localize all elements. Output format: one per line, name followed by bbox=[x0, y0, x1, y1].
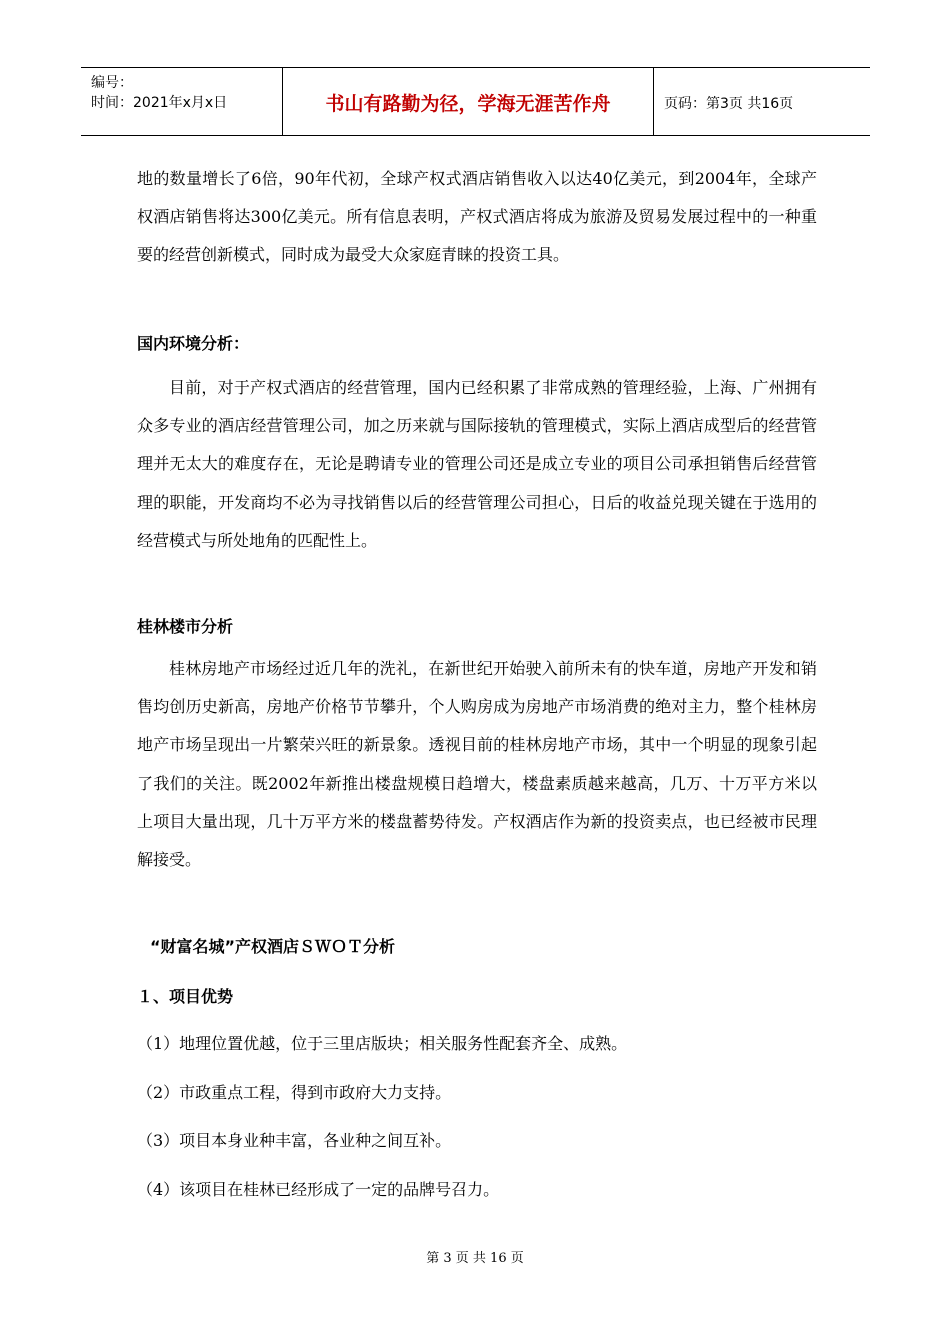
page-header bbox=[81, 67, 870, 136]
header-page-number: 页码：第3页 共16页 bbox=[664, 96, 794, 112]
document-time-label: 时间：2021年x月x日 bbox=[91, 95, 228, 111]
header-middle-cell bbox=[282, 68, 654, 135]
list-item: （2）市政重点工程，得到市政府大力支持。 bbox=[137, 1083, 452, 1102]
document-id-label: 编号： bbox=[91, 75, 133, 91]
page-footer: 第 3 页 共 16 页 bbox=[426, 1251, 524, 1266]
list-item: （4）该项目在桂林已经形成了一定的品牌号召力。 bbox=[137, 1180, 500, 1199]
heading-swot-analysis: “财富名城”产权酒店ＳＷＯＴ分析 bbox=[150, 937, 396, 956]
list-item: （3）项目本身业种丰富，各业种之间互补。 bbox=[137, 1131, 452, 1150]
paragraph-global-market: 地的数量增长了6倍，90年代初，全球产权式酒店销售收入以达40亿美元，到2004年，全球产权酒店销售将达300亿美元。所有信息表明，产权式酒店将成为旅游及贸易发展过程中的一种重要的经营创新模式，同时成为最受大众家庭青睐的投资工具。 bbox=[137, 169, 817, 265]
header-motto: 书山有路勤为径，学海无涯苦作舟 bbox=[325, 93, 611, 115]
list-item: （1）地理位置优越，位于三里店版块；相关服务性配套齐全、成熟。 bbox=[137, 1034, 628, 1053]
header-left-cell bbox=[81, 68, 282, 135]
heading-domestic-analysis: 国内环境分析： bbox=[137, 334, 250, 353]
heading-guilin-market: 桂林楼市分析 bbox=[137, 617, 234, 636]
paragraph-guilin-market: 桂林房地产市场经过近几年的洗礼，在新世纪开始驶入前所未有的快车道，房地产开发和销售均创历史新高，房地产价格节节攀升，个人购房成为房地产市场消费的绝对主力，整个桂林房地产市场呈现出一片繁荣兴旺的新景象。透视目前的桂林房地产市场，其中一个明显的现象引起了我们的关注。既2002年新推出楼盘规模日趋增大，楼盘素质越来越高，几万、十万平方米以上项目大量出现，几十万平方米的楼盘蓄势待发。产权酒店作为新的投资卖点，也已经被市民理解接受。 bbox=[137, 659, 817, 870]
paragraph-domestic-analysis: 目前，对于产权式酒店的经营管理，国内已经积累了非常成熟的管理经验，上海、广州拥有众多专业的酒店经营管理公司，加之历来就与国际接轨的管理模式，实际上酒店成型后的经营管理并无太大的难度存在，无论是聘请专业的管理公司还是成立专业的项目公司承担销售后经营管理的职能，开发商均不必为寻找销售以后的经营管理公司担心，日后的收益兑现关键在于选用的经营模式与所处地角的匹配性上。 bbox=[137, 378, 817, 550]
header-right-cell bbox=[654, 68, 870, 135]
heading-project-advantages: １、项目优势 bbox=[137, 987, 234, 1006]
